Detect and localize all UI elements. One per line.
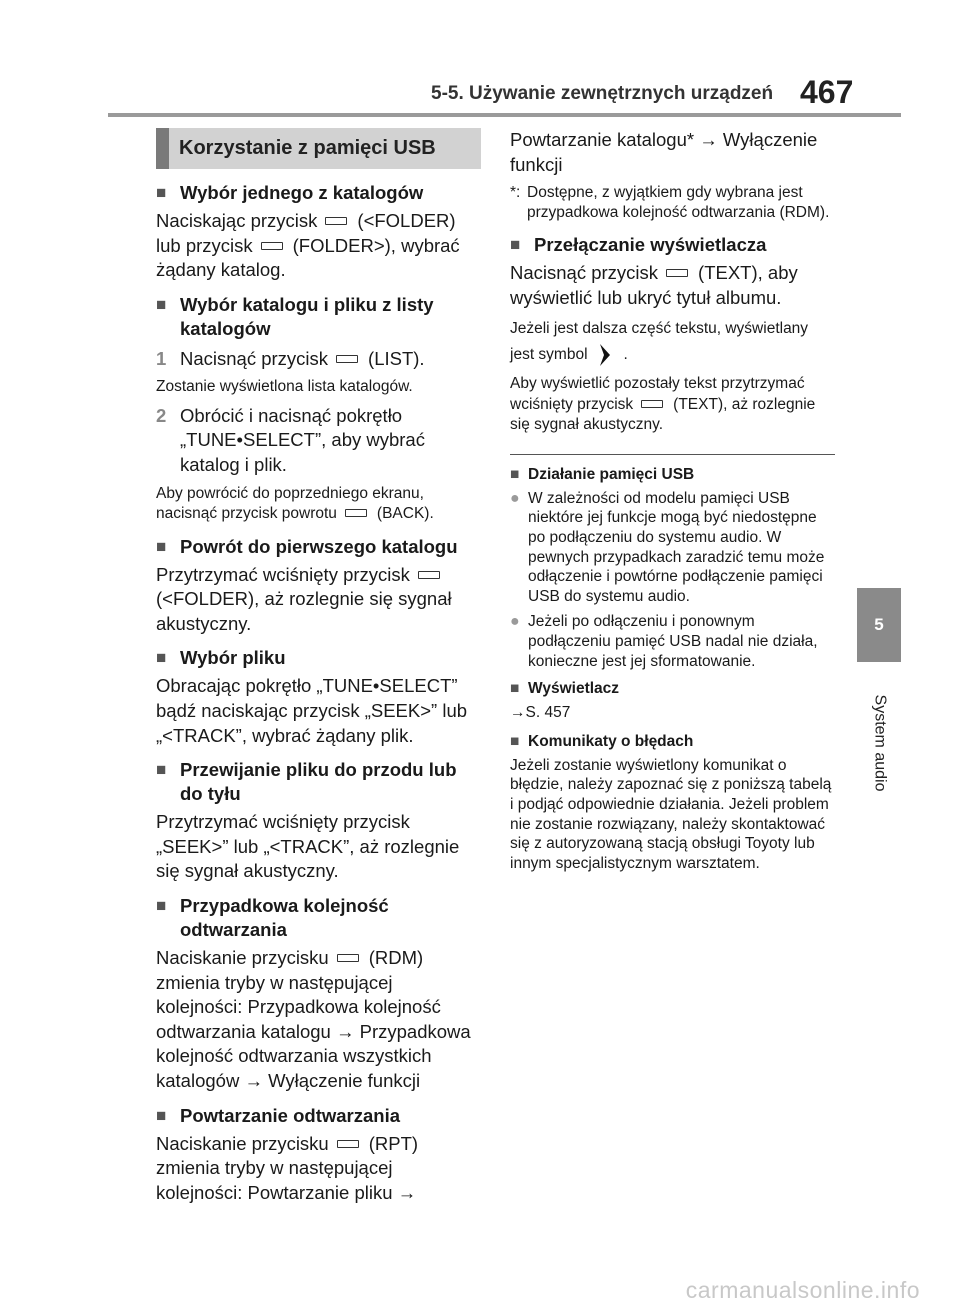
footnote — [510, 183, 835, 223]
text: (BACK). — [376, 505, 434, 523]
circle-bullet-icon: ● — [510, 613, 520, 631]
note — [510, 374, 835, 436]
heading-text: Przełączanie wyświetlacza — [534, 234, 767, 256]
page-number: 467 — [800, 74, 854, 110]
paragraph — [156, 563, 481, 637]
button-icon — [336, 355, 358, 363]
chapter-tab[interactable]: 5 — [857, 588, 901, 662]
paragraph — [510, 261, 835, 310]
circle-bullet-icon: ● — [510, 489, 520, 507]
text: (FOLDER>), wybrać żądany katalog. — [156, 234, 460, 281]
heading-switch-display — [510, 233, 835, 257]
button-icon — [345, 509, 367, 517]
heading-usb-operation — [510, 465, 835, 485]
left-column — [156, 128, 481, 1211]
heading-select-from-list — [156, 293, 481, 341]
note — [156, 484, 481, 525]
text: Przytrzymać wciśnięty przycisk — [156, 563, 410, 585]
square-bullet-icon: ■ — [156, 648, 167, 668]
button-icon — [666, 269, 688, 277]
square-bullet-icon: ■ — [156, 294, 167, 314]
heading-text: Komunikaty o błędach — [528, 732, 694, 750]
button-icon — [641, 400, 663, 408]
chapter-label — [849, 673, 909, 813]
button-icon — [325, 217, 347, 225]
paragraph: Powtarzanie katalogu* → Wyłączenie funkcji — [510, 129, 818, 175]
header-title: 5-5. Używanie zewnętrznych urządzeń — [431, 83, 774, 104]
header-rule — [108, 113, 901, 117]
paragraph — [156, 209, 481, 283]
heading-text: Przypadkowa kolejność odtwarzania — [180, 895, 389, 940]
heading-display — [510, 679, 835, 699]
bullet-item — [510, 489, 835, 607]
chapter-label-text: System audio — [871, 694, 888, 792]
step-number: 1 — [156, 347, 167, 369]
square-bullet-icon: ■ — [156, 183, 167, 202]
bullet-item — [510, 612, 835, 671]
text: Obrócić i nacisnąć pokrętło „TUNE•SELECT”, aby wybrać katalog i plik. — [180, 404, 425, 476]
heading-error-messages — [510, 732, 835, 752]
text: Naciskanie przycisku — [156, 1132, 329, 1154]
heading-select-file — [156, 646, 481, 670]
step-number: 2 — [156, 404, 167, 426]
heading-text: Wyświetlacz — [528, 680, 620, 698]
square-bullet-icon: ■ — [510, 235, 521, 255]
heading-select-folder — [156, 181, 481, 205]
text: Nacisnąć przycisk — [510, 262, 659, 284]
heading-fast-forward — [156, 758, 481, 806]
text: (LIST). — [368, 347, 425, 369]
text: . — [623, 346, 628, 364]
button-icon — [337, 1140, 359, 1148]
button-icon — [261, 242, 283, 250]
text: Jeżeli jest dalsza część tekstu, wyświetlany jest symbol — [510, 320, 809, 364]
text: Naciskając przycisk — [156, 210, 318, 231]
page-reference-link[interactable]: →S. 457 — [510, 704, 571, 722]
square-bullet-icon: ■ — [156, 536, 167, 556]
text: (<FOLDER), aż rozlegnie się sygnał akustyczny. — [156, 588, 452, 634]
heading-text: Wybór katalogu i pliku z listy katalogów — [180, 293, 434, 339]
scroll-arrow-icon — [598, 343, 612, 367]
square-bullet-icon: ■ — [156, 1105, 167, 1125]
heading-text: Wybór pliku — [180, 647, 286, 669]
bullet-text: Jeżeli po odłączeniu i ponownym podłączeniu pamięć USB nadal nie działa, konieczne jest jej sformatowanie. — [528, 613, 818, 670]
note: Zostanie wyświetlona lista katalogów. — [156, 378, 413, 396]
button-icon — [418, 571, 440, 579]
section-title: Korzystanie z pamięci USB — [156, 128, 481, 169]
square-bullet-icon: ■ — [156, 896, 167, 915]
square-bullet-icon: ■ — [156, 760, 167, 780]
footnote-mark: *: — [510, 184, 521, 202]
text: Nacisnąć przycisk — [180, 347, 329, 369]
step-1 — [156, 347, 481, 372]
right-column — [510, 128, 835, 879]
square-bullet-icon: ■ — [510, 732, 520, 750]
step-2 — [156, 404, 481, 478]
heading-text: Powrót do pierwszego katalogu — [180, 535, 458, 557]
square-bullet-icon: ■ — [510, 680, 520, 698]
square-bullet-icon: ■ — [510, 465, 520, 483]
paragraph — [156, 1132, 481, 1206]
text: Aby powrócić do poprzedniego ekranu, nacisnąć przycisk powrotu — [156, 484, 424, 523]
text: Naciskanie przycisku — [156, 947, 329, 968]
note — [510, 316, 835, 368]
paragraph: Przytrzymać wciśnięty przycisk „SEEK>” lub „<TRACK”, aż rozlegnie się sygnał akustyczny. — [156, 811, 460, 882]
watermark: carmanualsonline.info — [685, 1277, 920, 1303]
heading-first-folder — [156, 535, 481, 559]
heading-random — [156, 894, 481, 942]
text: (TEXT), aby wyświetlić lub ukryć tytuł albumu. — [510, 262, 798, 308]
paragraph: Jeżeli zostanie wyświetlony komunikat o błędzie, należy zapoznać się z poniższą tabelą i podjąć odpowiednie działania. Jeżeli problem nie zostanie rozwiązany, należy skontaktować się z autoryzowaną stacją obsługi Toyoty lub innym specjalistycznym warsztatem. — [510, 756, 832, 872]
text: (TEXT), aż rozlegnie się sygnał akustyczny. — [510, 395, 816, 434]
paragraph: Obracając pokrętło „TUNE•SELECT” bądź naciskając przycisk „SEEK>” lub „<TRACK”, wybrać żądany plik. — [156, 675, 468, 746]
text: (<FOLDER) lub przycisk — [156, 210, 456, 256]
heading-text: Wybór jednego z katalogów — [180, 182, 424, 203]
bullet-text: W zależności od modelu pamięci USB niektóre jej funkcje mogą być niedostępne po podłączeniu do systemu audio. W pewnych przypadkach zaradzić temu może odłączenie i powtórne podłączenie pamięci USB do systemu audio. — [528, 489, 825, 605]
heading-repeat — [156, 1104, 481, 1128]
text: (RDM) zmienia tryby w następującej kolejności: Przypadkowa kolejność odtwarzania katalogu → Przypadkowa kolejność odtwarzania wszystkich katalogów → Wyłączenie funkcji — [156, 947, 471, 1091]
paragraph — [156, 946, 481, 1094]
button-icon — [337, 954, 359, 962]
text: Aby wyświetlić pozostały tekst przytrzymać wciśnięty przycisk — [510, 375, 805, 413]
divider — [510, 454, 835, 455]
footnote-text: Dostępne, z wyjątkiem gdy wybrana jest przypadkowa kolejność odtwarzania (RDM). — [527, 184, 830, 222]
heading-text: Powtarzanie odtwarzania — [180, 1104, 400, 1126]
text: (RPT) zmienia tryby w następującej kolejności: Powtarzanie pliku → — [156, 1132, 419, 1203]
heading-text: Działanie pamięci USB — [528, 465, 695, 483]
heading-text: Przewijanie pliku do przodu lub do tyłu — [180, 759, 457, 805]
